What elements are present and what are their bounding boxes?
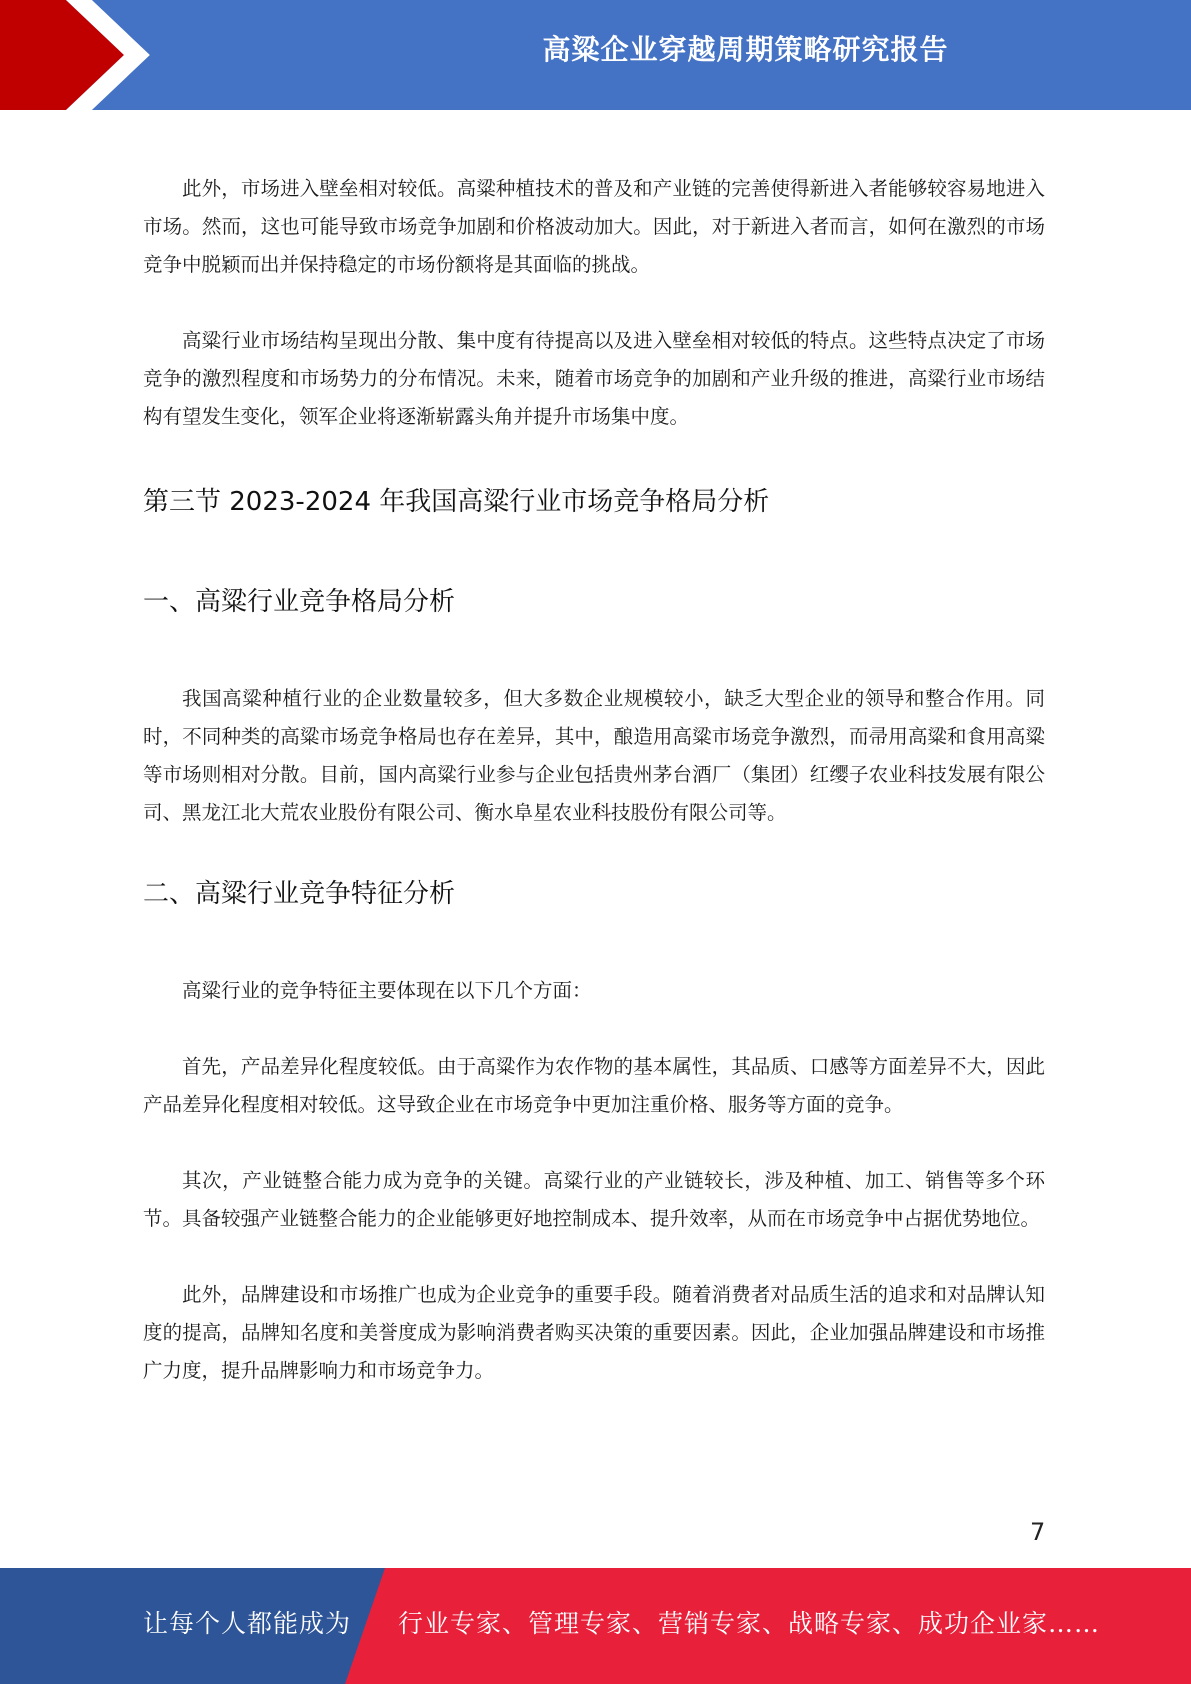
paragraph: 首先，产品差异化程度较低。由于高粱作为农作物的基本属性，其品质、口感等方面差异不大，因此产品差异化程度相对较低。这导致企业在市场竞争中更加注重价格、服务等方面的竞争。 (143, 1055, 1045, 1116)
footer-slogan-right: 行业专家、管理专家、营销专家、战略专家、成功企业家…… (398, 1609, 1101, 1638)
subsection-heading: 二、高粱行业竞争特征分析 (143, 879, 456, 909)
paragraph: 此外，市场进入壁垒相对较低。高粱种植技术的普及和产业链的完善使得新进入者能够较容易地进入市场。然而，这也可能导致市场竞争加剧和价格波动加大。因此，对于新进入者而言，如何在激烈的市场竞争中脱颖而出并保持稳定的市场份额将是其面临的挑战。 (143, 177, 1045, 276)
paragraph: 其次，产业链整合能力成为竞争的关键。高粱行业的产业链较长，涉及种植、加工、销售等多个环节。具备较强产业链整合能力的企业能够更好地控制成本、提升效率，从而在市场竞争中占据优势地位。 (143, 1169, 1045, 1230)
paragraph: 高粱行业的竞争特征主要体现在以下几个方面： (182, 979, 592, 1002)
subsection-heading: 一、高粱行业竞争格局分析 (143, 587, 456, 617)
page-content (143, 170, 1045, 1390)
page-footer (0, 1568, 1191, 1684)
paragraph: 此外，品牌建设和市场推广也成为企业竞争的重要手段。随着消费者对品质生活的追求和对品牌认知度的提高，品牌知名度和美誉度成为影响消费者购买决策的重要因素。因此，企业加强品牌建设和市场推广力度，提升品牌影响力和市场竞争力。 (143, 1283, 1045, 1382)
report-title: 高粱企业穿越周期策略研究报告 (542, 33, 949, 66)
section-heading: 第三节 2023-2024 年我国高粱行业市场竞争格局分析 (143, 487, 770, 517)
page-number: 7 (1030, 1518, 1046, 1546)
paragraph: 我国高粱种植行业的企业数量较多，但大多数企业规模较小，缺乏大型企业的领导和整合作用。同时，不同种类的高粱市场竞争格局也存在差异，其中，酿造用高粱市场竞争激烈，而帚用高粱和食用高粱等市场则相对分散。目前，国内高粱行业参与企业包括贵州茅台酒厂（集团）红缨子农业科技发展有限公司、黑龙江北大荒农业股份有限公司、衡水阜星农业科技股份有限公司等。 (143, 687, 1045, 824)
page-header (0, 0, 1191, 110)
footer-slogan-left: 让每个人都能成为 (143, 1609, 352, 1638)
paragraph: 高粱行业市场结构呈现出分散、集中度有待提高以及进入壁垒相对较低的特点。这些特点决定了市场竞争的激烈程度和市场势力的分布情况。未来，随着市场竞争的加剧和产业升级的推进，高粱行业市场结构有望发生变化，领军企业将逐渐崭露头角并提升市场集中度。 (143, 329, 1045, 428)
